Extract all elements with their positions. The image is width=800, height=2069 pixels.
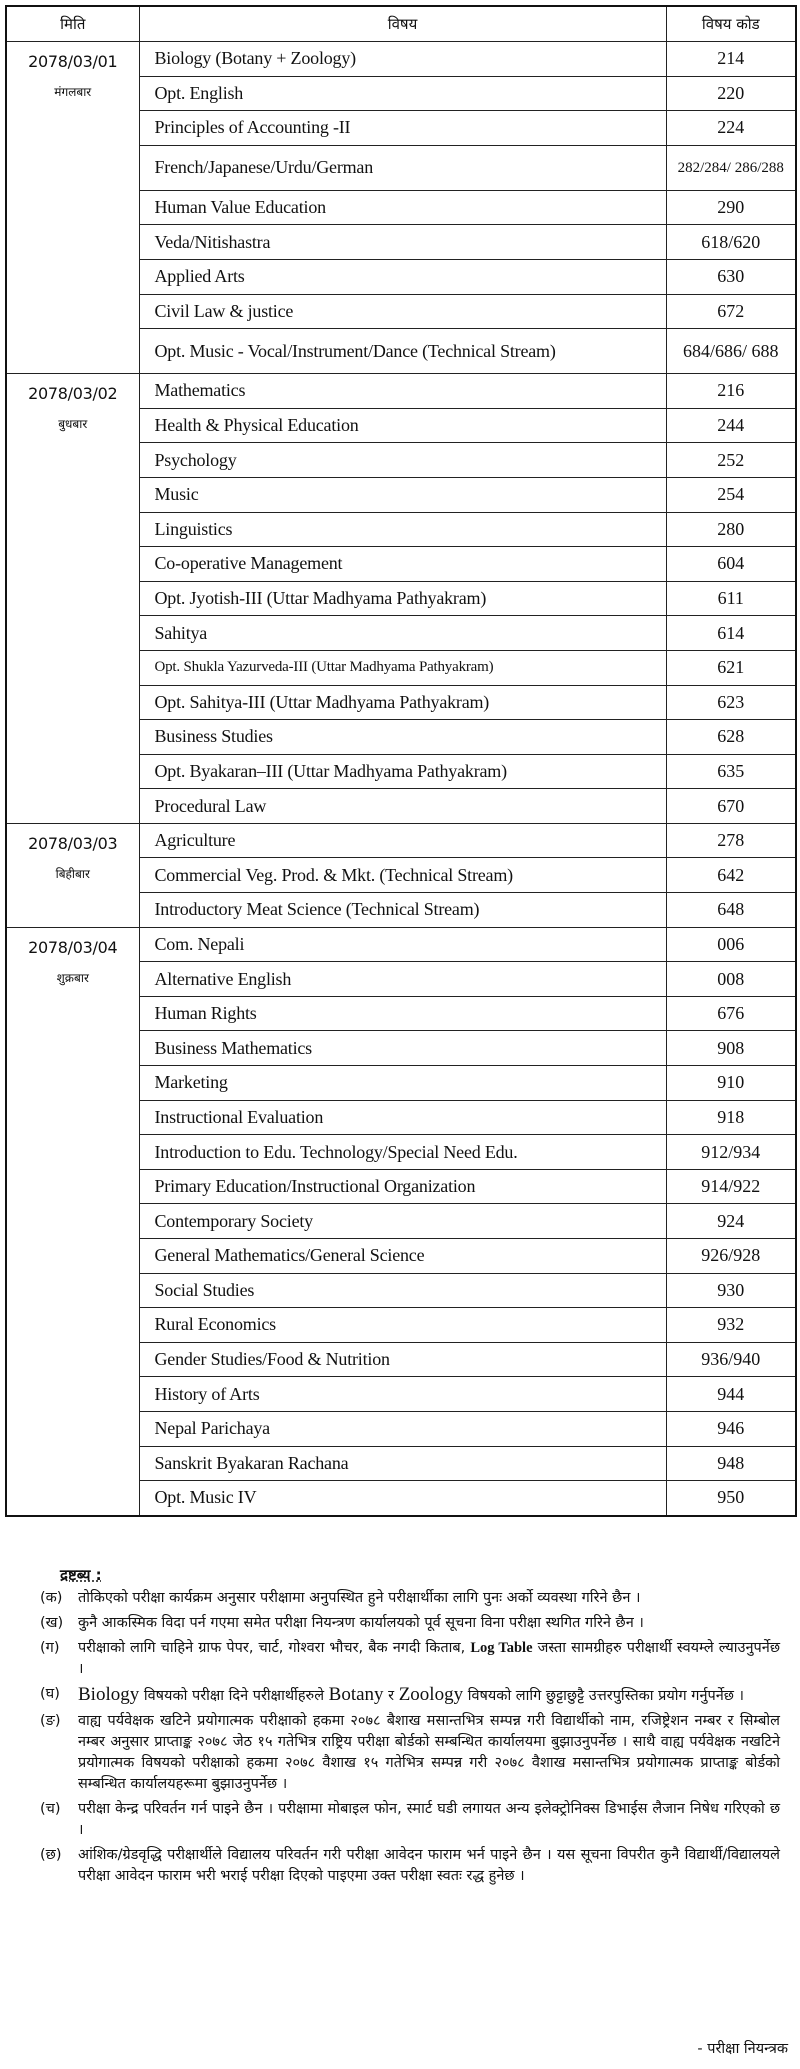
exam-weekday: बिहीबार (55, 866, 90, 881)
subject-code: 280 (666, 512, 796, 547)
note-text-segment: Botany (328, 1684, 384, 1705)
subject-name: Opt. Music IV (139, 1481, 666, 1516)
subject-name: Procedural Law (139, 789, 666, 824)
note-item (40, 1613, 780, 1634)
note-text (78, 1638, 780, 1680)
subject-code: 282/284/ 286/288 (666, 145, 796, 190)
note-text-segment: परीक्षा केन्द्र परिवर्तन गर्न पाइने छैन । परीक्षामा मोबाइल फोन, स्मार्ट घडी लगायत अन्य इलेक्ट्रोनिक्स डिभाईस लैजान निषेध गरिएको छ । (78, 1801, 780, 1838)
note-item (40, 1711, 780, 1795)
subject-code: 635 (666, 754, 796, 789)
subject-code: 614 (666, 616, 796, 651)
header-subject: विषय (139, 6, 666, 42)
note-text-segment: जस्ता सामग्रीहरु परीक्षार्थी स्वयम्ले ल्याउनुपर्नेछ । (78, 1640, 780, 1677)
subject-code: 908 (666, 1031, 796, 1066)
note-text-segment: Log Table (470, 1640, 533, 1656)
note-item (40, 1845, 780, 1887)
subject-code: 244 (666, 408, 796, 443)
subject-name: Social Studies (139, 1273, 666, 1308)
note-item (40, 1799, 780, 1841)
note-marker: (च) (40, 1801, 61, 1817)
subject-name: Alternative English (139, 962, 666, 997)
schedule-body (6, 42, 796, 1516)
subject-name: General Mathematics/General Science (139, 1239, 666, 1274)
note-text-segment: आंशिक/ग्रेडवृद्धि परीक्षार्थीले विद्यालय परिवर्तन गरी परीक्षा आवेदन फाराम भर्न पाइने छैन । यस सूचना विपरीत कुनै विद्यार्थी/विद्यालयले परीक्षा आवेदन फाराम भरी भराई परीक्षा दिएको पाइएमा उक्त परीक्षा स्वतः रद्ध हुनेछ । (78, 1847, 780, 1884)
note-text-segment: वाह्य पर्यवेक्षक खटिने प्रयोगात्मक परीक्षाको हकमा २०७८ बैशाख मसान्तभित्र सम्पन्न गरी विद्यार्थीको नाम, रजिष्ट्रेशन नम्बर र सिम्बोल नम्बर अनुसार प्राप्ताङ्क २०७८ जेठ १५ गतेभित्र राष्ट्रिय परीक्षा बोर्डको सम्बन्धित कार्यालयमा बुझाउनुपर्नेछ । साथै वाह्य पर्यवेक्षक नखटिने प्रयोगात्मक विषयको परीक्षाको हकमा २०७८ वैशाख १५ गतेभित्र सम्पन्न गरी २०७८ वैशाख मसान्तभित्र प्रयोगात्मक प्राप्ताङ्क बोर्डको सम्बन्धित कार्यालयहरूमा बुझाउनुपर्नेछ । (78, 1713, 780, 1792)
subject-code: 290 (666, 190, 796, 225)
note-text (78, 1799, 780, 1841)
subject-code: 623 (666, 685, 796, 720)
subject-name: Sahitya (139, 616, 666, 651)
note-text (78, 1711, 780, 1795)
subject-name: Human Rights (139, 996, 666, 1031)
subject-code: 948 (666, 1446, 796, 1481)
subject-code: 278 (666, 823, 796, 858)
date-cell (6, 927, 139, 1516)
subject-code: 214 (666, 42, 796, 77)
subject-code: 676 (666, 996, 796, 1031)
header-date: मिति (6, 6, 139, 42)
subject-name: Nepal Parichaya (139, 1411, 666, 1446)
note-marker: (घ) (40, 1686, 60, 1702)
subject-name: Mathematics (139, 374, 666, 409)
note-text (78, 1588, 780, 1609)
subject-name: Business Studies (139, 720, 666, 755)
table-row (6, 374, 796, 409)
subject-name: Linguistics (139, 512, 666, 547)
note-text (78, 1684, 780, 1707)
note-text-segment: विषयको परीक्षा दिने परीक्षार्थीहरुले (139, 1688, 329, 1704)
subject-name: Human Value Education (139, 190, 666, 225)
subject-code: 628 (666, 720, 796, 755)
subject-name: Biology (Botany + Zoology) (139, 42, 666, 77)
subject-code: 008 (666, 962, 796, 997)
subject-name: Health & Physical Education (139, 408, 666, 443)
subject-code: 216 (666, 374, 796, 409)
subject-name: Commercial Veg. Prod. & Mkt. (Technical Stream) (139, 858, 666, 893)
subject-code: 224 (666, 111, 796, 146)
subject-code: 946 (666, 1411, 796, 1446)
subject-name: Gender Studies/Food & Nutrition (139, 1342, 666, 1377)
note-text-segment: Biology (78, 1684, 140, 1705)
subject-name: Agriculture (139, 823, 666, 858)
subject-name: Marketing (139, 1066, 666, 1101)
note-marker: (ख) (40, 1615, 64, 1631)
subject-code: 642 (666, 858, 796, 893)
subject-name: Sanskrit Byakaran Rachana (139, 1446, 666, 1481)
date-cell (6, 374, 139, 824)
exam-schedule-document (5, 5, 795, 1517)
signature: - परीक्षा नियन्त्रक (697, 2041, 788, 2057)
subject-name: Opt. Sahitya-III (Uttar Madhyama Pathyakram) (139, 685, 666, 720)
note-marker: (ङ) (40, 1713, 61, 1729)
subject-code: 220 (666, 76, 796, 111)
subject-code: 926/928 (666, 1239, 796, 1274)
subject-code: 252 (666, 443, 796, 478)
subject-name: Opt. Byakaran–III (Uttar Madhyama Pathyakram) (139, 754, 666, 789)
subject-name: Music (139, 477, 666, 512)
subject-name: French/Japanese/Urdu/German (139, 145, 666, 190)
note-item (40, 1684, 780, 1707)
header-subject-code: विषय कोड (666, 6, 796, 42)
note-text (78, 1845, 780, 1887)
note-text-segment: कुनै आकस्मिक विदा पर्न गएमा समेत परीक्षा नियन्त्रण कार्यालयको पूर्व सूचना विना परीक्षा स्थगित गरिने छैन । (78, 1615, 644, 1631)
subject-code: 932 (666, 1308, 796, 1343)
note-text-segment: र (383, 1688, 399, 1704)
subject-code: 006 (666, 927, 796, 962)
note-marker: (ग) (40, 1640, 60, 1656)
subject-code: 672 (666, 294, 796, 329)
exam-date: 2078/03/02 (28, 384, 118, 404)
subject-code: 950 (666, 1481, 796, 1516)
subject-name: Opt. English (139, 76, 666, 111)
note-text (78, 1613, 780, 1634)
subject-code: 918 (666, 1100, 796, 1135)
note-text-segment: विषयको लागि छुट्टाछुट्टै उत्तरपुस्तिका प्रयोग गर्नुपर्नेछ । (463, 1688, 745, 1704)
subject-code: 912/934 (666, 1135, 796, 1170)
subject-name: Applied Arts (139, 259, 666, 294)
notes-title: द्रष्टब्य : (60, 1566, 102, 1584)
exam-weekday: मंगलबार (54, 85, 92, 99)
subject-code: 914/922 (666, 1169, 796, 1204)
subject-name: Primary Education/Instructional Organization (139, 1169, 666, 1204)
subject-code: 254 (666, 477, 796, 512)
note-text-segment: तोकिएको परीक्षा कार्यक्रम अनुसार परीक्षामा अनुपस्थित हुने परीक्षार्थीका लागि पुनः अर्को व्यवस्था गरिने छैन । (78, 1590, 641, 1606)
subject-code: 670 (666, 789, 796, 824)
subject-code: 924 (666, 1204, 796, 1239)
table-row (6, 927, 796, 962)
subject-code: 630 (666, 259, 796, 294)
subject-code: 930 (666, 1273, 796, 1308)
exam-weekday: बुधबार (58, 417, 88, 432)
subject-code: 604 (666, 547, 796, 582)
subject-name: Rural Economics (139, 1308, 666, 1343)
subject-name: Opt. Jyotish-III (Uttar Madhyama Pathyakram) (139, 581, 666, 616)
subject-name: Opt. Shukla Yazurveda-III (Uttar Madhyama Pathyakram) (139, 650, 666, 685)
table-row (6, 42, 796, 77)
subject-code: 611 (666, 581, 796, 616)
exam-schedule-table (5, 5, 797, 1517)
subject-name: Civil Law & justice (139, 294, 666, 329)
exam-weekday: शुक्रबार (56, 970, 89, 985)
subject-name: Veda/Nitishastra (139, 225, 666, 260)
notes-section (40, 1565, 780, 1891)
date-cell (6, 42, 139, 374)
note-text-segment: Zoology (398, 1684, 464, 1705)
subject-name: Com. Nepali (139, 927, 666, 962)
table-row (6, 823, 796, 858)
note-text-segment: परीक्षाको लागि चाहिने ग्राफ पेपर, चार्ट, गोश्वरा भौचर, बैक नगदी किताब, (78, 1640, 471, 1656)
subject-name: Principles of Accounting -II (139, 111, 666, 146)
subject-code: 618/620 (666, 225, 796, 260)
note-marker: (क) (40, 1590, 63, 1606)
note-item (40, 1638, 780, 1680)
subject-name: Psychology (139, 443, 666, 478)
exam-date: 2078/03/03 (28, 833, 118, 853)
subject-code: 910 (666, 1066, 796, 1101)
exam-date: 2078/03/04 (28, 937, 118, 957)
note-marker: (छ) (40, 1847, 62, 1863)
subject-name: Contemporary Society (139, 1204, 666, 1239)
date-cell (6, 823, 139, 927)
note-item (40, 1588, 780, 1609)
subject-name: Co-operative Management (139, 547, 666, 582)
subject-name: Instructional Evaluation (139, 1100, 666, 1135)
subject-code: 648 (666, 893, 796, 928)
subject-code: 936/940 (666, 1342, 796, 1377)
notes-list (40, 1588, 780, 1887)
exam-date: 2078/03/01 (28, 52, 118, 71)
subject-name: Introduction to Edu. Technology/Special Need Edu. (139, 1135, 666, 1170)
table-header-row (6, 6, 796, 42)
subject-code: 621 (666, 650, 796, 685)
subject-code: 944 (666, 1377, 796, 1412)
subject-name: Introductory Meat Science (Technical Stream) (139, 893, 666, 928)
subject-name: History of Arts (139, 1377, 666, 1412)
subject-code: 684/686/ 688 (666, 329, 796, 374)
subject-name: Opt. Music - Vocal/Instrument/Dance (Technical Stream) (139, 329, 666, 374)
subject-name: Business Mathematics (139, 1031, 666, 1066)
